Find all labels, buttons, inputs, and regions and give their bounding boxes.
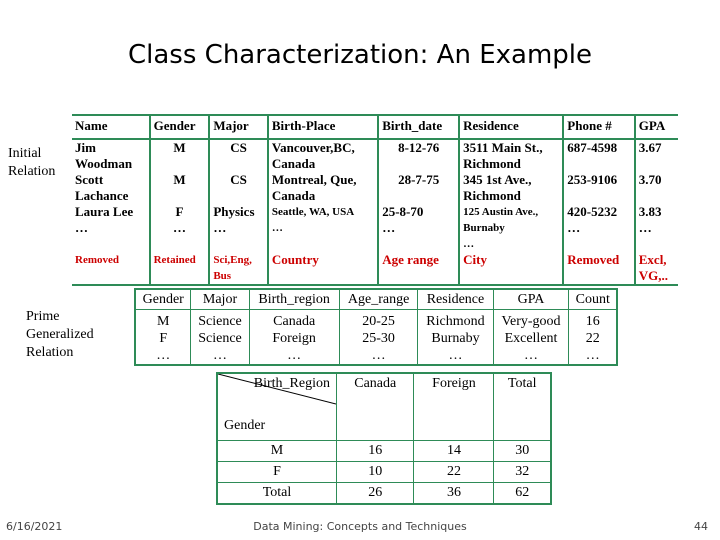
table-cell: 22 — [569, 330, 617, 347]
table-cell: 3511 Main St., Richmond — [459, 139, 563, 172]
table-row — [72, 172, 678, 204]
column-header: Age_range — [339, 289, 418, 310]
table-cell: Very-good — [493, 310, 569, 331]
initial-label-line: Initial — [8, 146, 42, 161]
generalization-cell: City — [459, 252, 563, 285]
table-row — [217, 462, 551, 483]
table-cell: 36 — [414, 483, 494, 505]
column-header: Major — [209, 115, 268, 139]
column-header: Name — [72, 115, 150, 139]
corner-top-label: Birth_Region — [253, 376, 330, 391]
column-header: Gender — [150, 115, 210, 139]
table-cell: … — [339, 347, 418, 365]
prime-generalized-relation-table — [134, 288, 618, 366]
generalization-cell: Age range — [378, 252, 459, 285]
table-cell: Montreal, Que, Canada — [268, 172, 378, 204]
table-row — [217, 483, 551, 505]
table-cell: Canada — [249, 310, 339, 331]
table-cell: 22 — [414, 462, 494, 483]
table-row — [217, 441, 551, 462]
table-cell: 16 — [569, 310, 617, 331]
table-cell: F — [159, 331, 168, 346]
table-row — [72, 204, 678, 252]
table-cell: Laura Lee … — [75, 204, 134, 235]
table-cell: Jim Woodman — [75, 140, 133, 171]
column-header: Total — [494, 373, 551, 441]
prime-label-line: Prime — [26, 309, 60, 324]
row-header: F — [217, 462, 337, 483]
table-cell: Physics … — [209, 204, 268, 252]
table-cell: CS — [209, 139, 268, 172]
slide-title: Class Characterization: An Example — [128, 40, 592, 70]
initial-relation-table — [72, 114, 678, 286]
table-cell: … — [418, 347, 493, 365]
crosstab-header-row — [217, 373, 551, 441]
table-cell: Richmond — [418, 310, 493, 331]
table-row — [135, 347, 617, 365]
column-header: Residence — [418, 289, 493, 310]
page-number: 44 — [694, 520, 708, 533]
table-cell: 25-30 — [339, 330, 418, 347]
table-row — [72, 139, 678, 172]
table-row — [135, 330, 617, 347]
table-cell: 20-25 — [339, 310, 418, 331]
table-row — [135, 310, 617, 331]
table-cell: 345 1st Ave., Richmond — [459, 172, 563, 204]
table-cell: 8-12-76 — [378, 139, 459, 172]
initial-relation-label — [8, 145, 55, 181]
prime-label-line: Generalized — [26, 327, 94, 342]
table-cell: 28-7-75 — [378, 172, 459, 204]
generalization-cell: Country — [268, 252, 378, 285]
column-header: Birth-Place — [268, 115, 378, 139]
column-header: Birth_date — [378, 115, 459, 139]
table-cell: M — [150, 139, 210, 172]
table-cell: 420-5232 … — [563, 204, 634, 252]
column-header: Gender — [135, 289, 191, 310]
prime-relation-label — [26, 308, 94, 362]
table-cell: 30 — [494, 441, 551, 462]
table-cell: 3.83 … — [635, 204, 678, 252]
column-header: Phone # — [563, 115, 634, 139]
table-cell: 26 — [337, 483, 414, 505]
table-cell: 3.70 — [635, 172, 678, 204]
footer-title: Data Mining: Concepts and Techniques — [253, 520, 467, 533]
table-cell: … — [493, 347, 569, 365]
column-header: Major — [191, 289, 249, 310]
column-header: GPA — [635, 115, 678, 139]
column-header: Birth_region — [249, 289, 339, 310]
table-cell: 25-8-70 … — [378, 204, 459, 252]
table-cell: … — [156, 348, 171, 363]
table-cell: Seattle, WA, USA … — [268, 204, 378, 252]
table-cell: Scott Lachance — [75, 172, 129, 203]
prime-label-line: Relation — [26, 345, 74, 360]
table-cell: M — [150, 172, 210, 204]
generalization-row — [72, 252, 678, 285]
footer-date: 6/16/2021 — [6, 520, 63, 533]
table-cell: 10 — [337, 462, 414, 483]
generalization-cell: Retained — [150, 252, 210, 285]
table-cell: … — [249, 347, 339, 365]
generalization-cell: Excl, VG,.. — [635, 252, 678, 285]
row-header: M — [217, 441, 337, 462]
table-cell: Science — [191, 310, 249, 331]
table-cell: 32 — [494, 462, 551, 483]
table-cell: Vancouver,BC, Canada — [268, 139, 378, 172]
generalization-cell: Removed — [72, 252, 150, 285]
table-header-row — [135, 289, 617, 310]
table-cell: Burnaby — [418, 330, 493, 347]
table-cell: 687-4598 — [563, 139, 634, 172]
crosstab-table — [216, 372, 552, 505]
table-cell: 3.67 — [635, 139, 678, 172]
generalization-cell: Removed — [563, 252, 634, 285]
table-cell: Foreign — [249, 330, 339, 347]
column-header: Foreign — [414, 373, 494, 441]
column-header: Canada — [337, 373, 414, 441]
table-cell: 16 — [337, 441, 414, 462]
table-cell: … — [569, 347, 617, 365]
table-cell: 125 Austin Ave., Burnaby … — [459, 204, 563, 252]
column-header: Residence — [459, 115, 563, 139]
column-header: Count — [569, 289, 617, 310]
row-header: Total — [217, 483, 337, 505]
table-cell: CS — [209, 172, 268, 204]
table-header-row — [72, 115, 678, 139]
table-cell: 14 — [414, 441, 494, 462]
initial-label-line: Relation — [8, 164, 56, 179]
corner-bottom-label: Gender — [224, 418, 266, 433]
table-cell: 253-9106 — [563, 172, 634, 204]
generalization-cell: Sci,Eng, Bus — [209, 252, 268, 285]
table-cell: M — [157, 314, 170, 329]
table-cell: Science — [191, 330, 249, 347]
table-cell: 62 — [494, 483, 551, 505]
table-cell: … — [191, 347, 249, 365]
table-cell: F … — [150, 204, 210, 252]
crosstab-corner — [217, 373, 337, 441]
column-header: GPA — [493, 289, 569, 310]
table-cell: Excellent — [493, 330, 569, 347]
